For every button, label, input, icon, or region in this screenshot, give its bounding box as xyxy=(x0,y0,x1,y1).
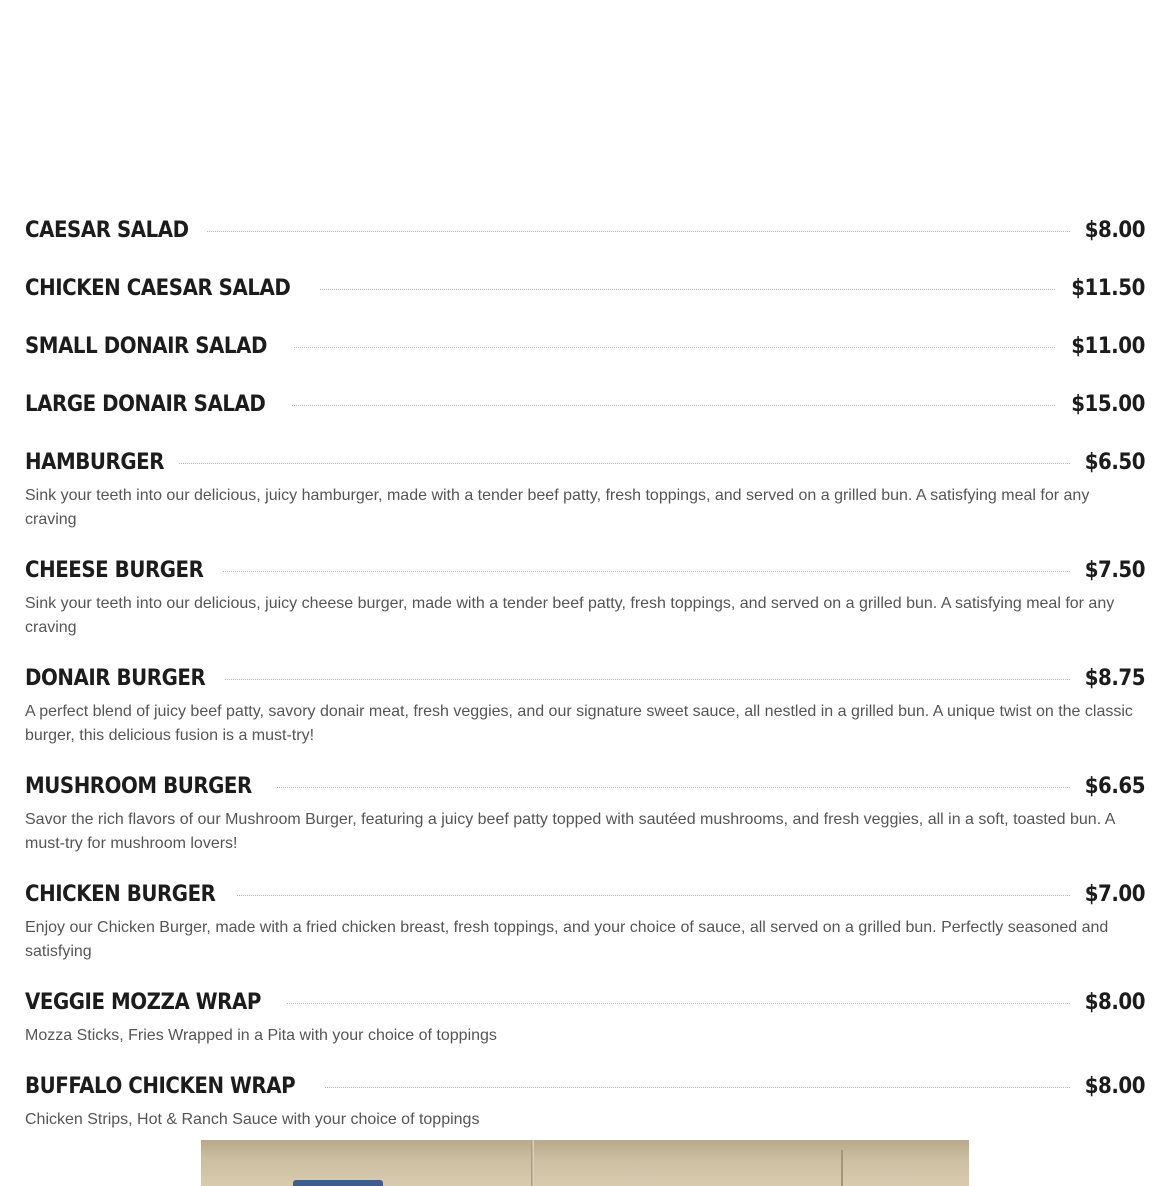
item-name: SMALL DONAIR SALAD xyxy=(25,333,267,359)
menu-item-buffalo-chicken-wrap xyxy=(25,1066,1145,1132)
dotted-leader xyxy=(225,679,1070,680)
dotted-leader xyxy=(320,289,1055,290)
item-name: LARGE DONAIR SALAD xyxy=(25,391,266,417)
dotted-leader xyxy=(325,1087,1070,1088)
menu-item-donair-burger xyxy=(25,658,1145,748)
item-name: BUFFALO CHICKEN WRAP xyxy=(25,1073,296,1099)
item-price: $6.50 xyxy=(1084,449,1145,475)
dotted-leader xyxy=(237,895,1070,896)
item-name: VEGGIE MOZZA WRAP xyxy=(25,989,261,1015)
item-name: DONAIR BURGER xyxy=(25,665,206,691)
item-price: $7.50 xyxy=(1084,557,1145,583)
menu-item-veggie-mozza-wrap xyxy=(25,982,1145,1048)
item-name: CHEESE BURGER xyxy=(25,557,204,583)
dotted-leader xyxy=(287,1003,1070,1004)
item-description: Savor the rich flavors of our Mushroom Burger, featuring a juicy beef patty topped with sautéed mushrooms, and fresh veggies, all in a soft, toasted bun. A must-try for mushroom lovers! xyxy=(25,811,1115,852)
dotted-leader xyxy=(207,231,1070,232)
menu-item-small-donair-salad xyxy=(25,326,1145,366)
item-name: CHICKEN BURGER xyxy=(25,881,216,907)
item-description: Sink your teeth into our delicious, juicy cheese burger, made with a tender beef patty, fresh toppings, and served on a grilled bun. A satisfying meal for any craving xyxy=(25,595,1115,636)
menu-list xyxy=(25,210,1145,1132)
menu-item-chicken-caesar-salad xyxy=(25,268,1145,308)
item-name: MUSHROOM BURGER xyxy=(25,773,252,799)
item-price: $15.00 xyxy=(1071,391,1145,417)
menu-item-mushroom-burger xyxy=(25,766,1145,856)
menu-item-hamburger xyxy=(25,442,1145,532)
item-description: A perfect blend of juicy beef patty, savory donair meat, fresh veggies, and our signature sweet sauce, all nestled in a grilled bun. A unique twist on the classic burger, this delicious fusion is a must-try! xyxy=(25,703,1133,744)
dotted-leader xyxy=(292,405,1055,406)
item-price: $8.75 xyxy=(1084,665,1145,691)
item-price: $11.00 xyxy=(1071,333,1145,359)
dotted-leader xyxy=(294,347,1055,348)
item-price: $8.00 xyxy=(1084,989,1145,1015)
menu-item-chicken-burger xyxy=(25,874,1145,964)
item-price: $11.50 xyxy=(1071,275,1145,301)
dotted-leader xyxy=(277,787,1070,788)
item-description: Enjoy our Chicken Burger, made with a fried chicken breast, fresh toppings, and your choice of sauce, all served on a grilled bun. Perfectly seasoned and satisfying xyxy=(25,919,1109,960)
item-name: CAESAR SALAD xyxy=(25,217,189,243)
item-price: $7.00 xyxy=(1084,881,1145,907)
item-price: $6.65 xyxy=(1084,773,1145,799)
dotted-leader xyxy=(179,463,1069,464)
item-price: $8.00 xyxy=(1084,217,1145,243)
item-description: Mozza Sticks, Fries Wrapped in a Pita with your choice of toppings xyxy=(25,1027,497,1044)
menu-item-cheese-burger xyxy=(25,550,1145,640)
item-description: Chicken Strips, Hot & Ranch Sauce with your choice of toppings xyxy=(25,1111,480,1128)
menu-item-large-donair-salad xyxy=(25,384,1145,424)
item-name: HAMBURGER xyxy=(25,449,164,475)
food-photo xyxy=(201,1140,969,1186)
dotted-leader xyxy=(223,571,1070,572)
item-price: $8.00 xyxy=(1084,1073,1145,1099)
item-name: CHICKEN CAESAR SALAD xyxy=(25,275,291,301)
menu-item-caesar-salad xyxy=(25,210,1145,250)
item-description: Sink your teeth into our delicious, juicy hamburger, made with a tender beef patty, fresh toppings, and served on a grilled bun. A satisfying meal for any craving xyxy=(25,487,1090,528)
